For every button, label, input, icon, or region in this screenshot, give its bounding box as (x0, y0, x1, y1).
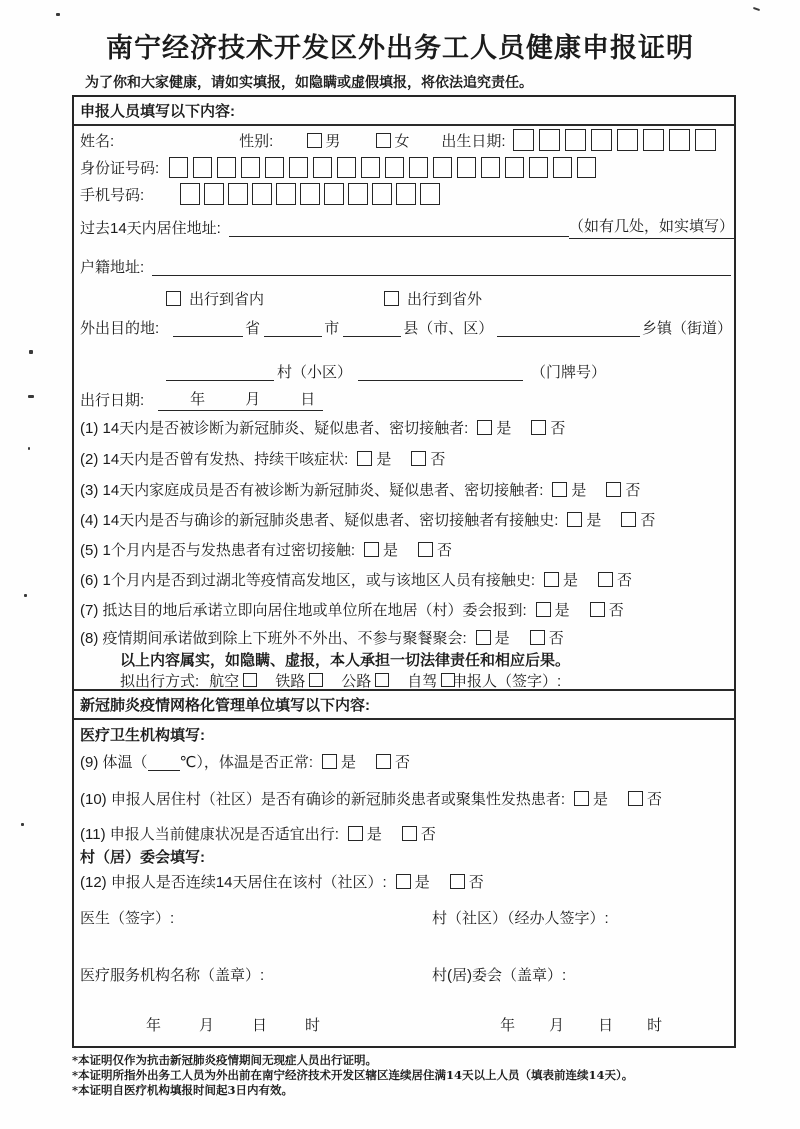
yes-label: 是 (376, 450, 392, 468)
input-box[interactable] (695, 129, 716, 151)
declaration-text: 以上内容属实，如隐瞒、虚报，本人承担一切法律责任和相应后果。 (120, 651, 571, 669)
county-blank[interactable] (343, 319, 401, 337)
question-row-1 (74, 415, 734, 439)
footnote-2: *本证明所指外出务工人员为外出前在南宁经济技术开发区辖区连续居住满14天以上人员（填表前连续14天）。 (72, 1068, 634, 1082)
destination-row (74, 315, 734, 339)
yes-label: 是 (496, 419, 512, 437)
q7-no-checkbox[interactable] (590, 602, 605, 617)
question-10: (10) 申报人居住村（社区）是否有确诊的新冠肺炎患者或聚集性发热患者: (80, 790, 566, 808)
id-number-label: 身份证号码: (80, 159, 160, 177)
departure-date-row (74, 387, 734, 411)
household-address-row (74, 254, 734, 278)
question-row-7 (74, 597, 734, 621)
female-checkbox[interactable] (376, 133, 391, 148)
q2-no-checkbox[interactable] (411, 451, 426, 466)
destination-label: 外出目的地: (80, 319, 160, 337)
travel-mode-row (74, 669, 734, 691)
mode-rail-checkbox[interactable] (309, 673, 323, 687)
question-2: (2) 14天内是否曾有发热、持续干咳症状: (80, 450, 349, 468)
question-3: (3) 14天内家庭成员是否有被诊断为新冠肺炎、疑似患者、密切接触者: (80, 481, 544, 499)
input-box[interactable] (669, 129, 690, 151)
input-box[interactable] (643, 129, 664, 151)
no-label: 否 (550, 419, 566, 437)
household-address-blank[interactable] (152, 258, 731, 276)
scan-artifact (21, 823, 24, 826)
input-box[interactable] (313, 157, 332, 178)
yes-label: 是 (571, 481, 587, 499)
question-row-2 (74, 446, 734, 470)
question-5: (5) 1个月内是否与发热患者有过密切接触: (80, 541, 356, 559)
question-row-4 (74, 507, 734, 531)
input-box[interactable] (300, 183, 320, 205)
org-stamp-label: 医疗服务机构名称（盖章）: (80, 966, 265, 984)
yes-label: 是 (586, 511, 602, 529)
day-label: 日 (300, 390, 316, 408)
scan-artifact (56, 13, 60, 16)
input-box[interactable] (372, 183, 392, 205)
input-box[interactable] (396, 183, 416, 205)
input-box[interactable] (228, 183, 248, 205)
input-box[interactable] (180, 183, 200, 205)
question-row-9 (74, 749, 734, 773)
input-box[interactable] (361, 157, 380, 178)
q9-yes-checkbox[interactable] (322, 754, 337, 769)
question-row-5 (74, 537, 734, 561)
form-table (72, 95, 736, 1048)
female-label: 女 (394, 132, 410, 150)
medical-header-row (74, 722, 734, 746)
village-signature-label: 村（社区）（经办人签字）: (432, 909, 609, 927)
input-box[interactable] (217, 157, 236, 178)
input-box[interactable] (289, 157, 308, 178)
q1-yes-checkbox[interactable] (477, 420, 492, 435)
input-box[interactable] (204, 183, 224, 205)
phone-number-label: 手机号码: (80, 186, 145, 204)
hour-label: 时 (647, 1016, 663, 1034)
address-14day-row (74, 215, 734, 239)
no-label: 否 (468, 873, 484, 891)
question-6: (6) 1个月内是否到过湖北等疫情高发地区，或与该地区人员有接触史: (80, 571, 536, 589)
question-row-10 (74, 786, 734, 810)
month-label: 月 (549, 1016, 565, 1034)
village-header-row (74, 844, 734, 868)
town-blank[interactable] (497, 319, 640, 337)
no-label: 否 (420, 825, 436, 843)
scan-artifact (753, 7, 760, 11)
footnote-1: *本证明仅作为抗击新冠肺炎疫情期间无现症人员出行证明。 (72, 1053, 378, 1067)
input-box[interactable] (193, 157, 212, 178)
q5-no-checkbox[interactable] (418, 542, 433, 557)
door-number-label: （门牌号） (531, 363, 607, 381)
yes-label: 是 (383, 541, 399, 559)
yes-label: 是 (366, 825, 382, 843)
village-label: 村（小区） (277, 363, 353, 381)
name-gender-birth-row (74, 127, 734, 153)
scan-artifact (29, 350, 33, 354)
input-box[interactable] (481, 157, 500, 178)
input-box[interactable] (420, 183, 440, 205)
phone-number-boxes[interactable] (180, 183, 440, 205)
q8-no-checkbox[interactable] (530, 630, 545, 645)
input-box[interactable] (513, 129, 534, 151)
question-row-12 (74, 869, 734, 893)
q4-yes-checkbox[interactable] (567, 512, 582, 527)
yes-label: 是 (563, 571, 579, 589)
address-14day-blank[interactable] (229, 219, 569, 237)
village-blank[interactable] (166, 363, 274, 381)
question-row-6 (74, 567, 734, 591)
village-header: 村（居）委会填写: (80, 848, 205, 866)
year-label: 年 (146, 1016, 162, 1034)
gender-label: 性别: (239, 132, 274, 150)
birth-date-label: 出生日期: (441, 132, 506, 150)
input-box[interactable] (539, 129, 560, 151)
q12-yes-checkbox[interactable] (396, 874, 411, 889)
question-row-8 (74, 625, 734, 649)
day-label: 日 (598, 1016, 614, 1034)
q6-yes-checkbox[interactable] (544, 572, 559, 587)
in-province-checkbox[interactable] (166, 291, 181, 306)
address-14day-label: 过去14天内居住地址: (80, 219, 221, 237)
input-box[interactable] (433, 157, 452, 178)
yes-label: 是 (593, 790, 609, 808)
day-label: 日 (252, 1016, 268, 1034)
datetime-row (74, 1012, 734, 1036)
name-label: 姓名: (80, 132, 115, 150)
question-1: (1) 14天内是否被诊断为新冠肺炎、疑似患者、密切接触者: (80, 419, 469, 437)
temperature-blank[interactable] (148, 753, 180, 771)
section1-header: 申报人员填写以下内容: (80, 103, 235, 120)
input-box[interactable] (553, 157, 572, 178)
input-box[interactable] (457, 157, 476, 178)
mode-self-label: 自驾 (407, 672, 438, 690)
doctor-signature-label: 医生（签字）: (80, 909, 175, 927)
question-7: (7) 抵达目的地后承诺立即向居住地或单位所在地居（村）委会报到: (80, 601, 527, 619)
q4-no-checkbox[interactable] (621, 512, 636, 527)
in-province-label: 出行到省内 (189, 290, 265, 308)
mode-road-checkbox[interactable] (375, 673, 389, 687)
birth-date-boxes[interactable] (513, 129, 716, 151)
q3-no-checkbox[interactable] (606, 482, 621, 497)
no-label: 否 (437, 541, 453, 559)
yes-label: 是 (341, 753, 357, 771)
input-box[interactable] (324, 183, 344, 205)
no-label: 否 (430, 450, 446, 468)
medical-datetime (146, 1014, 320, 1035)
signature-row (74, 905, 734, 929)
q3-yes-checkbox[interactable] (552, 482, 567, 497)
input-box[interactable] (276, 183, 296, 205)
medical-header: 医疗卫生机构填写: (80, 726, 205, 744)
section1-header-row (74, 97, 734, 126)
mode-air-checkbox[interactable] (243, 673, 257, 687)
mode-road-label: 公路 (341, 672, 372, 690)
province-blank[interactable] (173, 319, 243, 337)
input-box[interactable] (265, 157, 284, 178)
stamp-row (74, 962, 734, 986)
scan-artifact (28, 447, 30, 450)
q6-no-checkbox[interactable] (598, 572, 613, 587)
declarant-signature-label: 申报人（签字）: (452, 672, 562, 690)
city-blank[interactable] (264, 319, 322, 337)
input-box[interactable] (169, 157, 188, 178)
q9-no-checkbox[interactable] (376, 754, 391, 769)
departure-date-blank[interactable] (158, 388, 323, 411)
input-box[interactable] (337, 157, 356, 178)
no-label: 否 (548, 629, 564, 647)
yes-label: 是 (554, 601, 570, 619)
scan-artifact (24, 594, 27, 597)
input-box[interactable] (565, 129, 586, 151)
q10-yes-checkbox[interactable] (574, 791, 589, 806)
no-label: 否 (608, 601, 624, 619)
question-11: (11) 申报人当前健康状况是否适宜出行: (80, 825, 339, 843)
committee-stamp-label: 村(居)委会（盖章）: (432, 966, 567, 984)
question-9-prefix: (9) 体温（ (80, 753, 148, 771)
q8-yes-checkbox[interactable] (476, 630, 491, 645)
month-label: 月 (199, 1016, 215, 1034)
question-9-suffix: ℃），体温是否正常: (179, 753, 314, 771)
input-box[interactable] (409, 157, 428, 178)
input-box[interactable] (505, 157, 524, 178)
question-row-3 (74, 477, 734, 501)
q11-yes-checkbox[interactable] (348, 826, 363, 841)
q1-no-checkbox[interactable] (531, 420, 546, 435)
input-box[interactable] (529, 157, 548, 178)
door-number-blank[interactable] (358, 363, 523, 381)
question-8: (8) 疫情期间承诺做到除上下班外不外出、不参与聚餐聚会: (80, 629, 467, 647)
scan-artifact (28, 395, 34, 398)
no-label: 否 (625, 481, 641, 499)
section2-header: 新冠肺炎疫情网格化管理单位填写以下内容: (80, 697, 370, 714)
id-number-boxes[interactable] (169, 157, 596, 178)
town-label: 乡镇（街道） (641, 319, 732, 337)
phone-number-row (74, 181, 734, 207)
q11-no-checkbox[interactable] (402, 826, 417, 841)
no-label: 否 (647, 790, 663, 808)
input-box[interactable] (241, 157, 260, 178)
question-row-11 (74, 821, 734, 845)
male-checkbox[interactable] (307, 133, 322, 148)
input-box[interactable] (385, 157, 404, 178)
year-label: 年 (500, 1016, 516, 1034)
travel-scope-row (74, 286, 734, 310)
hour-label: 时 (305, 1016, 321, 1034)
declaration-row (74, 648, 734, 670)
yes-label: 是 (414, 873, 430, 891)
male-label: 男 (325, 132, 341, 150)
no-label: 否 (395, 753, 411, 771)
year-label: 年 (190, 390, 206, 408)
section2-header-row (74, 689, 734, 720)
warning-text: 为了你和大家健康，请如实填报，如隐瞒或虚假填报，将依法追究责任。 (85, 75, 533, 91)
input-box[interactable] (617, 129, 638, 151)
no-label: 否 (640, 511, 656, 529)
city-label: 市 (324, 319, 340, 337)
q12-no-checkbox[interactable] (450, 874, 465, 889)
question-4: (4) 14天内是否与确诊的新冠肺炎患者、疑似患者、密切接触者有接触史: (80, 511, 559, 529)
out-province-checkbox[interactable] (384, 291, 399, 306)
province-label: 省 (245, 319, 261, 337)
out-province-label: 出行到省外 (407, 290, 483, 308)
committee-datetime (500, 1014, 662, 1035)
travel-mode-label: 拟出行方式: (120, 672, 200, 690)
departure-date-label: 出行日期: (80, 391, 145, 409)
question-12: (12) 申报人是否连续14天居住在该村（社区）: (80, 873, 387, 891)
county-label: 县（市、区） (403, 319, 494, 337)
yes-label: 是 (494, 629, 510, 647)
input-box[interactable] (252, 183, 272, 205)
id-number-row (74, 154, 734, 180)
input-box[interactable] (348, 183, 368, 205)
input-box[interactable] (591, 129, 612, 151)
page-title: 南宁经济技术开发区外出务工人员健康申报证明 (106, 33, 694, 63)
address-14day-hint: （如有几处，如实填写） (569, 215, 734, 239)
mode-rail-label: 铁路 (275, 672, 306, 690)
household-address-label: 户籍地址: (80, 258, 145, 276)
input-box[interactable] (577, 157, 596, 178)
q2-yes-checkbox[interactable] (357, 451, 372, 466)
month-label: 月 (245, 390, 261, 408)
q10-no-checkbox[interactable] (628, 791, 643, 806)
footnote-3: *本证明自医疗机构填报时间起3日内有效。 (72, 1083, 294, 1097)
q5-yes-checkbox[interactable] (364, 542, 379, 557)
destination-row-2 (74, 359, 734, 383)
q7-yes-checkbox[interactable] (536, 602, 551, 617)
mode-air-label: 航空 (209, 672, 240, 690)
no-label: 否 (617, 571, 633, 589)
